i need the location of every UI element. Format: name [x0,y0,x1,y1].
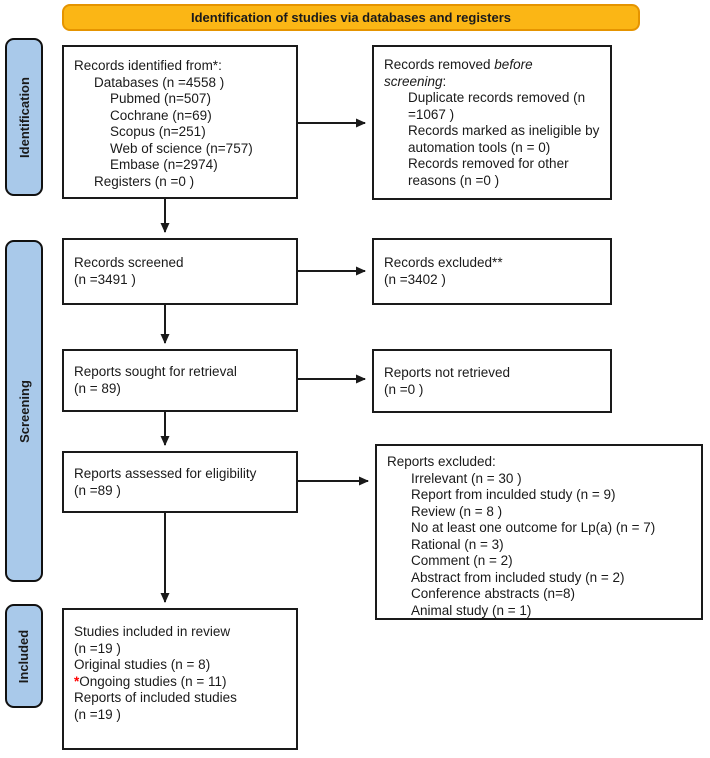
records-excluded-text: Records excluded** [384,255,503,270]
box-records-removed [372,45,612,200]
box-studies-included [62,608,298,750]
studies-included-ongoing [74,674,288,691]
records-identified-pubmed: Pubmed (n=507) [110,91,211,106]
stage-screening-text: Screening [16,379,32,443]
reports-excluded-review: Review (n = 8 ) [411,503,503,519]
reports-excluded-conference: Conference abstracts (n=8) [411,586,575,601]
stage-identification-text: Identification [16,76,32,158]
reports-not-retrieved-text: Reports not retrieved [384,365,511,380]
studies-included-original: Original studies (n = 8) [74,657,211,672]
box-records-excluded [372,238,612,305]
records-removed-title [384,57,569,90]
stage-label-included [5,604,43,708]
records-identified-webofscience: Web of science (n=757) [110,140,253,156]
reports-sought-count: (n = 89) [74,380,121,396]
records-screened-count: (n =3491 ) [74,271,136,287]
records-excluded-count: (n =3402 ) [384,271,446,287]
reports-assessed-text: Reports assessed for eligibility [74,466,257,481]
records-removed-other: Records removed for other reasons (n =0 ) [408,156,569,188]
records-identified-title: Records identified from*: [74,58,222,73]
reports-excluded-rational: Rational (n = 3) [411,536,504,552]
reports-not-retrieved-count: (n =0 ) [384,381,424,397]
studies-included-text: Studies included in review [74,624,231,639]
banner [62,4,640,31]
box-reports-assessed [62,451,298,513]
records-removed-title-prefix: Records removed [384,57,495,72]
box-records-identified [62,45,298,199]
records-removed-title-suffix: : [442,73,447,89]
reports-excluded-irrelevant: Irrelevant (n = 30 ) [411,470,522,486]
reports-excluded-no-outcome: No at least one outcome for Lp(a) (n = 7) [411,520,656,535]
records-identified-databases: Databases (n =4558 ) [94,74,225,90]
reports-sought-text: Reports sought for retrieval [74,364,237,379]
records-removed-duplicates: Duplicate records removed (n =1067 ) [408,90,586,122]
records-identified-scopus: Scopus (n=251) [110,124,206,139]
red-asterisk: * [74,673,80,689]
studies-included-reports-count: (n =19 ) [74,706,121,722]
stage-included-text: Included [16,629,32,683]
studies-included-ongoing-text: Ongoing studies (n = 11) [79,673,227,689]
box-records-screened [62,238,298,305]
reports-excluded-animal: Animal study (n = 1) [411,602,532,618]
reports-excluded-abstract: Abstract from included study (n = 2) [411,569,625,585]
reports-assessed-count: (n =89 ) [74,482,121,498]
studies-included-reports: Reports of included studies [74,690,237,705]
records-identified-embase: Embase (n=2974) [110,157,218,172]
box-reports-not-retrieved [372,349,612,413]
stage-label-identification [5,38,43,196]
records-identified-cochrane: Cochrane (n=69) [110,107,212,123]
banner-label: Identification of studies via databases and registers [190,10,512,25]
box-reports-sought [62,349,298,412]
reports-excluded-report-from-included: Report from inculded study (n = 9) [411,487,616,502]
studies-included-count: (n =19 ) [74,640,121,656]
records-removed-title-italic: before screening [384,57,533,89]
box-reports-excluded [375,444,703,620]
records-screened-text: Records screened [74,255,184,270]
records-identified-registers: Registers (n =0 ) [94,173,195,189]
reports-excluded-comment: Comment (n = 2) [411,553,513,568]
reports-excluded-title: Reports excluded: [387,454,496,469]
records-removed-automation: Records marked as ineligible by automation tools (n = 0) [408,123,600,155]
stage-label-screening [5,240,43,582]
